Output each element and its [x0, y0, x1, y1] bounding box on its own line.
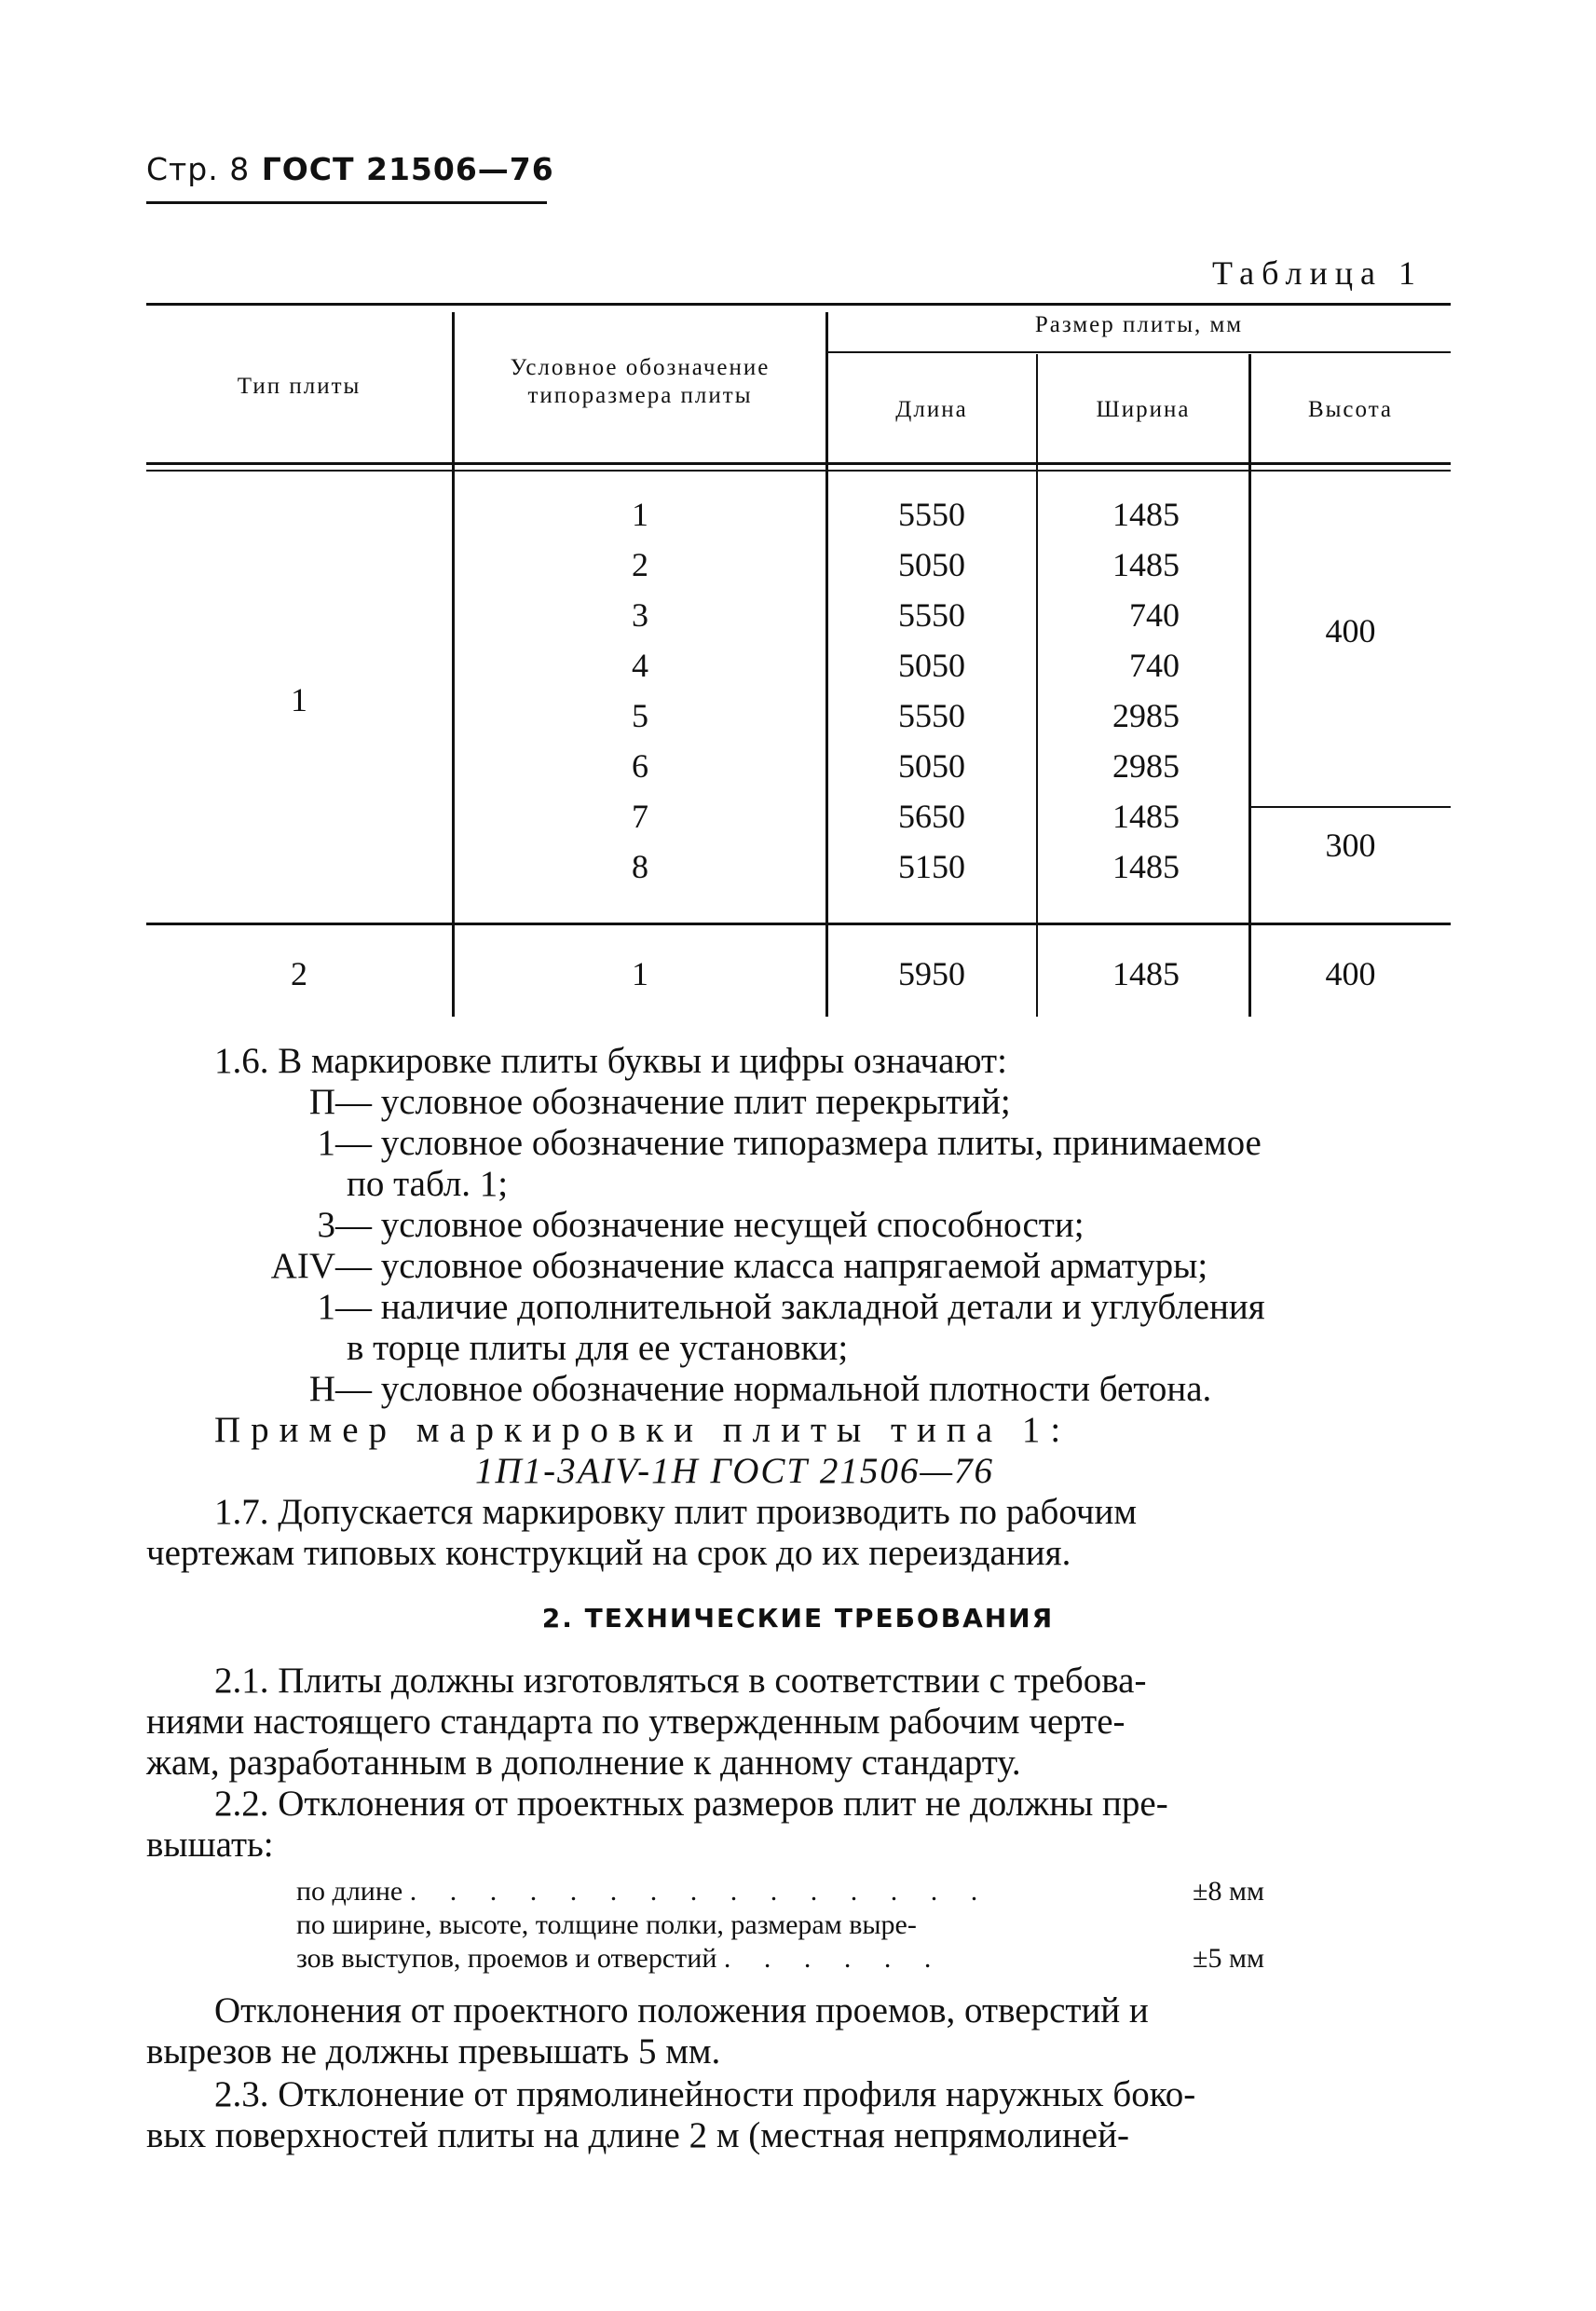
th-height: Высота — [1307, 397, 1394, 422]
height-split-rule — [1251, 806, 1451, 808]
width-cell: 740 — [1129, 647, 1180, 684]
group2-height: 400 — [1325, 955, 1376, 992]
paragraph-2-2-line1: 2.2. Отклонения от проектных размеров плит не должны пре- — [214, 1784, 1168, 1824]
header-rule — [146, 201, 547, 204]
length-cell: 5050 — [898, 747, 965, 785]
paragraph-1-7-line2: чертежам типовых конструкций на срок до их переиздания. — [146, 1533, 1071, 1573]
standard-code: ГОСТ 21506—76 — [261, 151, 554, 187]
paragraph-2-1-line2: ниями настоящего стандарта по утвержденным рабочим черте- — [146, 1702, 1125, 1742]
legend-text-cont: по табл. 1; — [347, 1164, 509, 1204]
legend-text: — условное обозначение нормальной плотности бетона. — [335, 1369, 1212, 1409]
length-cell: 5650 — [898, 798, 965, 835]
group2-designation: 1 — [632, 955, 648, 992]
th-designation-line2: типоразмера плиты — [527, 383, 753, 408]
width-cell: 2985 — [1112, 747, 1180, 785]
group2-type: 2 — [291, 955, 307, 992]
widths-column — [1038, 489, 1180, 892]
legend-symbol: 3 — [317, 1205, 335, 1245]
legend-symbol: П — [308, 1082, 335, 1122]
page-number: Стр. 8 — [146, 151, 251, 187]
tolerance-label-text: зов выступов, проемов и отверстий — [296, 1943, 717, 1974]
legend-symbol: AIV — [270, 1246, 335, 1286]
group1-type: 1 — [291, 681, 307, 718]
tolerance-label: зов выступов, проемов и отверстий . . . . . . — [296, 1943, 945, 1974]
th-designation-line1: Условное обозначение — [510, 355, 771, 380]
paragraph-2-3-line2: вых поверхностей плиты на длине 2 м (местная непрямолиней- — [146, 2115, 1129, 2155]
paragraph-deviation-line2: вырезов не должны превышать 5 мм. — [146, 2031, 721, 2072]
legend-symbol: 1 — [317, 1123, 335, 1163]
designation-cell: 1 — [632, 496, 648, 533]
paragraph-2-2-line2: вышать: — [146, 1825, 274, 1865]
width-cell: 2985 — [1112, 697, 1180, 734]
tolerance-label: по длине . . . . . . . . . . . . . . . — [296, 1876, 991, 1907]
width-cell: 740 — [1129, 596, 1180, 634]
group-separator-rule — [146, 923, 1451, 925]
th-size-group: Размер плиты, мм — [1034, 312, 1244, 337]
example-label: Пример маркировки плиты типа 1: — [214, 1410, 1071, 1450]
legend-symbol: Н — [308, 1369, 335, 1409]
group2-length: 5950 — [898, 955, 965, 992]
legend-text: — наличие дополнительной закладной детали и углубления — [335, 1287, 1265, 1327]
length-cell: 5550 — [898, 596, 965, 634]
designation-cell: 3 — [632, 596, 648, 634]
paragraph-2-3-line1: 2.3. Отклонение от прямолинейности профиля наружных боко- — [214, 2074, 1196, 2114]
tolerance-label-line1: по ширине, высоте, толщине полки, размерам выре- — [296, 1909, 917, 1940]
length-cell: 5050 — [898, 546, 965, 583]
tolerance-value: ±5 мм — [1193, 1943, 1264, 1974]
designation-cell: 4 — [632, 647, 648, 684]
width-cell: 1485 — [1112, 496, 1180, 533]
th-length: Длина — [895, 397, 968, 422]
page-header — [146, 151, 554, 187]
length-cell: 5550 — [898, 496, 965, 533]
paragraph-1-6: 1.6. В маркировке плиты буквы и цифры означают: — [214, 1041, 1007, 1081]
header-bottom-rule-2 — [146, 470, 1451, 472]
legend-symbol: 1 — [317, 1287, 335, 1327]
group1-height-a: 400 — [1325, 612, 1376, 650]
designation-cell: 6 — [632, 747, 648, 785]
table-top-rule — [146, 303, 1451, 306]
width-cell: 1485 — [1112, 848, 1180, 885]
lengths-column — [827, 489, 1036, 892]
tolerance-value: ±8 мм — [1193, 1876, 1264, 1907]
legend-text: — условное обозначение класса напрягаемой арматуры; — [335, 1246, 1208, 1286]
tolerance-label-text: по длине — [296, 1876, 403, 1907]
example-value: 1П1-3AIV-1Н ГОСТ 21506—76 — [475, 1451, 994, 1491]
header-bottom-rule — [146, 462, 1451, 465]
th-width: Ширина — [1096, 397, 1191, 422]
section-2-heading: 2. ТЕХНИЧЕСКИЕ ТРЕБОВАНИЯ — [541, 1603, 1055, 1634]
length-cell: 5150 — [898, 848, 965, 885]
th-type: Тип плиты — [237, 374, 361, 399]
legend-text: — условное обозначение плит перекрытий; — [335, 1082, 1011, 1122]
legend-text: — условное обозначение типоразмера плиты, принимаемое — [335, 1123, 1262, 1163]
designation-cell: 5 — [632, 697, 648, 734]
group1-height-b: 300 — [1325, 827, 1376, 864]
width-cell: 1485 — [1112, 546, 1180, 583]
paragraph-1-7-line1: 1.7. Допускается маркировку плит производить по рабочим — [214, 1492, 1138, 1532]
designation-cell: 2 — [632, 546, 648, 583]
designation-cell: 8 — [632, 848, 648, 885]
paragraph-2-1-line3: жам, разработанным в дополнение к данному стандарту. — [146, 1743, 1021, 1783]
width-cell: 1485 — [1112, 798, 1180, 835]
length-cell: 5050 — [898, 647, 965, 684]
designation-cell: 7 — [632, 798, 648, 835]
th-designation — [455, 354, 825, 410]
paragraph-2-1-line1: 2.1. Плиты должны изготовляться в соответствии с требова- — [214, 1661, 1147, 1701]
size-group-rule — [827, 351, 1451, 353]
legend-text: — условное обозначение несущей способности; — [335, 1205, 1084, 1245]
designations-column — [455, 489, 825, 892]
group2-width: 1485 — [1112, 955, 1180, 992]
legend-text-cont: в торце плиты для ее установки; — [347, 1328, 849, 1368]
table-caption: Таблица 1 — [1212, 254, 1423, 292]
col-rule-4 — [1248, 354, 1251, 1017]
length-cell: 5550 — [898, 697, 965, 734]
paragraph-deviation-line1: Отклонения от проектного положения проемов, отверстий и — [214, 1990, 1149, 2031]
